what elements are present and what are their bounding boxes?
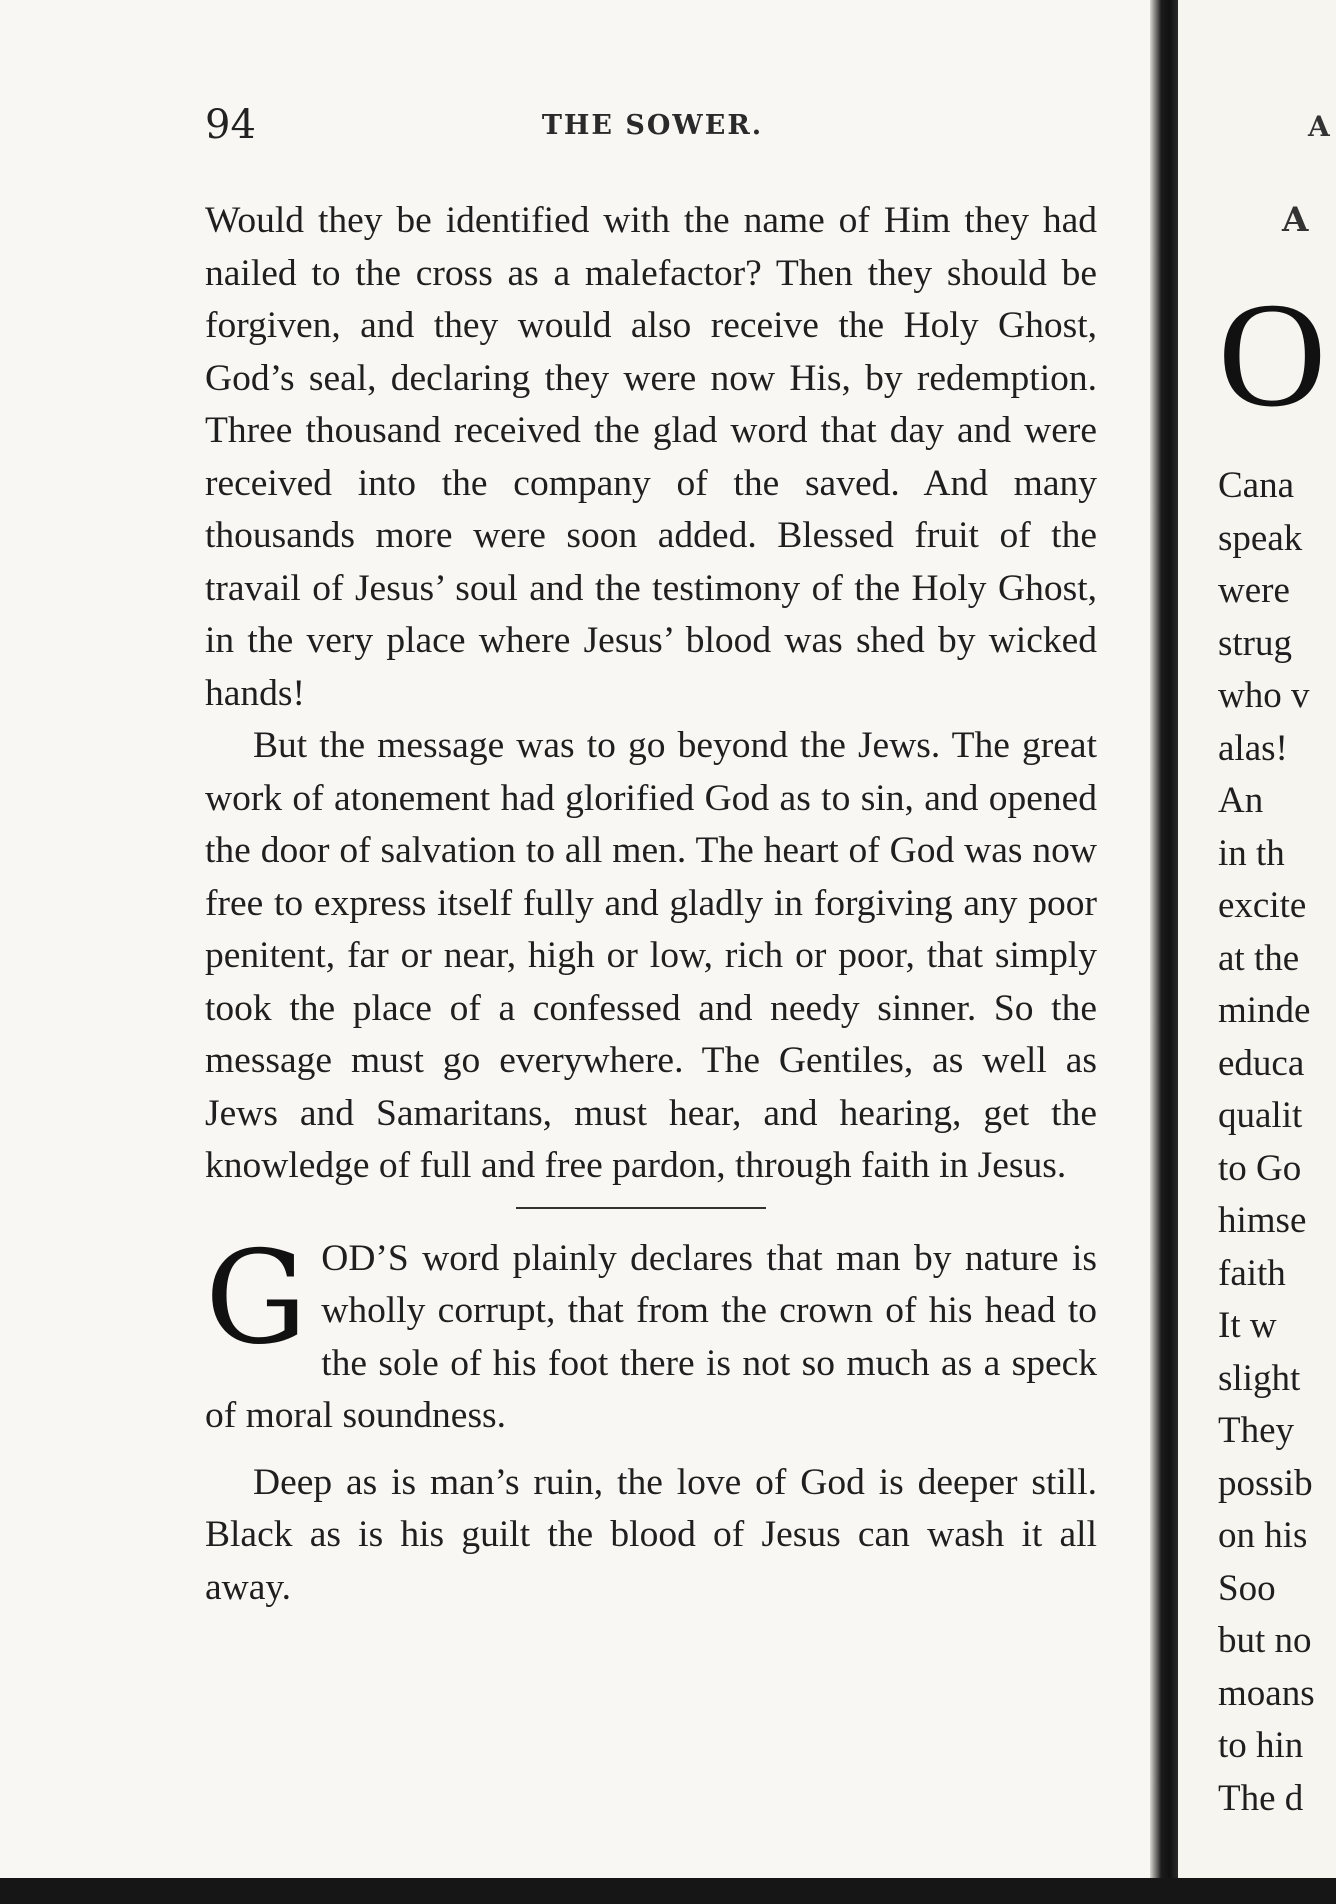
right-line-fragment: slight	[1218, 1357, 1301, 1399]
right-line-fragment: Cana	[1218, 465, 1295, 506]
drop-cap-letter: G	[205, 1223, 308, 1373]
right-line-fragment: strug	[1218, 622, 1292, 664]
right-subtitle: A	[1282, 200, 1309, 240]
body-text	[205, 195, 1097, 1614]
right-line-fragment: in th	[1218, 832, 1285, 874]
right-running-head: A	[1308, 110, 1330, 143]
running-title: THE SOWER.	[541, 110, 764, 141]
right-line-fragment: were	[1218, 570, 1290, 611]
paragraph-1: Would they be identified with the name of Him they had nailed to the cross as a malefactor? Then they should be forgiven, and they would also receive the Holy Ghost, God’s seal, declaring they were now His, by redemption. Three thousand received the glad word that day and were received into the company of the saved. And many thousands more were soon added. Blessed fruit of the travail of Jesus’ soul and the testimony of the Holy Ghost, in the very place where Jesus’ blood was shed by wicked hands!	[205, 200, 1097, 714]
right-line-fragment: who v	[1218, 675, 1310, 716]
book-gutter	[1150, 0, 1178, 1878]
dropcap-paragraph	[205, 1223, 1097, 1443]
scan-border	[0, 1878, 1336, 1904]
right-drop-cap: O	[1218, 272, 1327, 438]
right-line-fragment: to hin	[1218, 1725, 1304, 1766]
closing-paragraph: Deep as is man’s ruin, the love of God is deeper still. Black as is his guilt the blood of Jesus can wash it all away.	[205, 1461, 1097, 1608]
right-line-fragment: It w	[1218, 1305, 1277, 1346]
right-text-lines	[1218, 460, 1315, 1825]
right-line-fragment: excite	[1218, 885, 1307, 926]
right-line-fragment: to Go	[1218, 1147, 1302, 1189]
right-line-fragment: but no	[1218, 1620, 1312, 1661]
right-line-fragment: at the	[1218, 937, 1300, 979]
right-line-fragment: They	[1218, 1410, 1295, 1451]
right-line-fragment: educa	[1218, 1042, 1305, 1084]
right-line-fragment: An	[1218, 780, 1264, 821]
dropcap-paragraph-text: OD’S word plainly declares that man by nature is wholly corrupt, that from the crown of his head to the sole of his foot there is not so much as a speck of moral soundness.	[205, 1237, 1097, 1436]
section-divider	[516, 1207, 766, 1209]
right-line-fragment: qualit	[1218, 1095, 1303, 1136]
right-line-fragment: The d	[1218, 1777, 1304, 1819]
paragraph-2: But the message was to go beyond the Jews. The great work of atonement had glorified God as to sin, and opened the door of salvation to all men. The heart of God was now free to express itself fully and gladly in forgiving any poor penitent, far or near, high or low, rich or poor, that simply took the place of a confessed and needy sinner. So the message must go everywhere. The Gentiles, as well as Jews and Samaritans, must hear, and hearing, get the knowledge of full and free pardon, through faith in Jesus.	[205, 725, 1097, 1186]
right-line-fragment: Soo	[1218, 1567, 1276, 1609]
right-line-fragment: minde	[1218, 990, 1311, 1031]
right-line-fragment: on his	[1218, 1515, 1308, 1556]
right-line-fragment: speak	[1218, 517, 1303, 559]
right-line-fragment: alas!	[1218, 727, 1288, 769]
running-head	[205, 102, 1100, 152]
page-number: 94	[205, 102, 256, 148]
right-line-fragment: possib	[1218, 1462, 1313, 1504]
right-line-fragment: himse	[1218, 1200, 1307, 1241]
right-page-fragment	[1178, 0, 1336, 1878]
right-line-fragment: moans	[1218, 1672, 1315, 1714]
right-line-fragment: faith	[1218, 1252, 1286, 1294]
